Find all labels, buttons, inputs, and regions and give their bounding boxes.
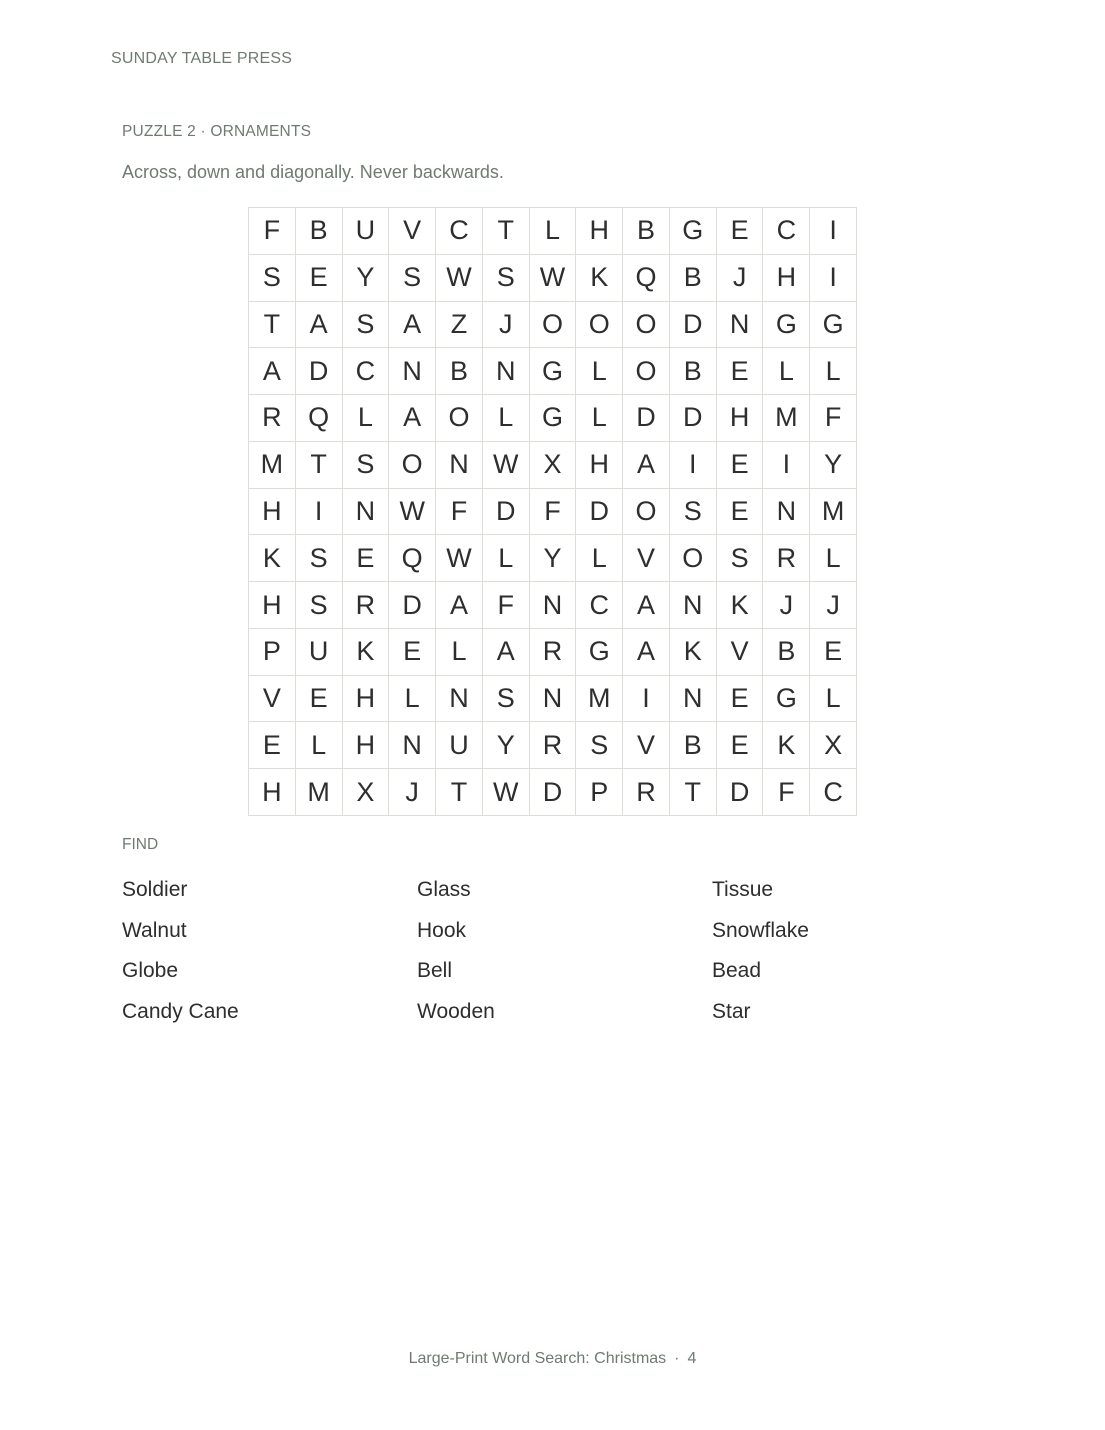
grid-cell[interactable]: D bbox=[717, 769, 764, 816]
grid-cell[interactable]: B bbox=[436, 348, 483, 395]
grid-cell[interactable]: Q bbox=[389, 535, 436, 582]
grid-cell[interactable]: S bbox=[389, 255, 436, 302]
grid-cell[interactable]: P bbox=[576, 769, 623, 816]
grid-cell[interactable]: Y bbox=[343, 255, 390, 302]
grid-cell[interactable]: D bbox=[389, 582, 436, 629]
grid-cell[interactable]: H bbox=[249, 582, 296, 629]
find-word: Globe bbox=[122, 959, 179, 983]
grid-cell[interactable]: A bbox=[436, 582, 483, 629]
grid-cell[interactable]: W bbox=[389, 489, 436, 536]
grid-cell[interactable]: O bbox=[436, 395, 483, 442]
grid-cell[interactable]: C bbox=[576, 582, 623, 629]
grid-cell[interactable]: L bbox=[389, 676, 436, 723]
publisher-name: SUNDAY TABLE PRESS bbox=[111, 50, 293, 67]
grid-cell[interactable]: C bbox=[810, 769, 857, 816]
grid-cell[interactable]: V bbox=[249, 676, 296, 723]
grid-cell[interactable]: L bbox=[483, 395, 530, 442]
grid-cell[interactable]: N bbox=[436, 442, 483, 489]
grid-cell[interactable]: R bbox=[343, 582, 390, 629]
grid-cell[interactable]: B bbox=[670, 722, 717, 769]
grid-cell[interactable]: W bbox=[530, 255, 577, 302]
grid-cell[interactable]: M bbox=[810, 489, 857, 536]
page-footer bbox=[0, 1350, 1105, 1368]
grid-cell[interactable]: G bbox=[763, 302, 810, 349]
page-number: 4 bbox=[687, 1350, 697, 1367]
grid-cell[interactable]: V bbox=[717, 629, 764, 676]
book-title: Large-Print Word Search: Christmas bbox=[408, 1350, 667, 1367]
grid-cell[interactable]: W bbox=[483, 769, 530, 816]
grid-cell[interactable]: S bbox=[296, 582, 343, 629]
grid-cell[interactable]: O bbox=[670, 535, 717, 582]
grid-cell[interactable]: E bbox=[810, 629, 857, 676]
grid-cell[interactable]: O bbox=[623, 489, 670, 536]
grid-cell[interactable]: V bbox=[389, 208, 436, 255]
grid-cell[interactable]: I bbox=[296, 489, 343, 536]
grid-cell[interactable]: V bbox=[623, 535, 670, 582]
grid-cell[interactable]: G bbox=[763, 676, 810, 723]
grid-cell[interactable]: H bbox=[343, 676, 390, 723]
grid-cell[interactable]: P bbox=[249, 629, 296, 676]
grid-cell[interactable]: D bbox=[576, 489, 623, 536]
grid-cell[interactable]: S bbox=[717, 535, 764, 582]
grid-cell[interactable]: L bbox=[810, 676, 857, 723]
grid-cell[interactable]: H bbox=[763, 255, 810, 302]
grid-cell[interactable]: N bbox=[670, 582, 717, 629]
grid-cell[interactable]: N bbox=[670, 676, 717, 723]
grid-cell[interactable]: I bbox=[763, 442, 810, 489]
grid-cell[interactable]: X bbox=[810, 722, 857, 769]
find-word: Bell bbox=[417, 959, 453, 983]
grid-cell[interactable]: J bbox=[810, 582, 857, 629]
find-heading: FIND bbox=[122, 836, 159, 853]
grid-cell[interactable]: T bbox=[483, 208, 530, 255]
grid-cell[interactable]: E bbox=[296, 676, 343, 723]
grid-cell[interactable]: J bbox=[483, 302, 530, 349]
grid-cell[interactable]: I bbox=[810, 208, 857, 255]
grid-cell[interactable]: S bbox=[343, 302, 390, 349]
find-word: Walnut bbox=[122, 918, 187, 942]
grid-cell[interactable]: F bbox=[530, 489, 577, 536]
grid-cell[interactable]: E bbox=[296, 255, 343, 302]
grid-cell[interactable]: O bbox=[389, 442, 436, 489]
grid-cell[interactable]: N bbox=[343, 489, 390, 536]
grid-cell[interactable]: I bbox=[810, 255, 857, 302]
grid-cell[interactable]: B bbox=[763, 629, 810, 676]
grid-cell[interactable]: E bbox=[249, 722, 296, 769]
grid-cell[interactable]: M bbox=[249, 442, 296, 489]
grid-cell[interactable]: B bbox=[623, 208, 670, 255]
grid-cell[interactable]: K bbox=[343, 629, 390, 676]
grid-cell[interactable]: O bbox=[576, 302, 623, 349]
grid-cell[interactable]: Z bbox=[436, 302, 483, 349]
grid-cell[interactable]: R bbox=[623, 769, 670, 816]
grid-cell[interactable]: W bbox=[483, 442, 530, 489]
grid-cell[interactable]: N bbox=[530, 676, 577, 723]
grid-cell[interactable]: S bbox=[576, 722, 623, 769]
grid-cell[interactable]: F bbox=[483, 582, 530, 629]
grid-cell[interactable]: F bbox=[249, 208, 296, 255]
find-word: Snowflake bbox=[712, 918, 809, 942]
grid-cell[interactable]: U bbox=[436, 722, 483, 769]
grid-cell[interactable]: A bbox=[483, 629, 530, 676]
grid-cell[interactable]: M bbox=[576, 676, 623, 723]
grid-cell[interactable]: W bbox=[436, 255, 483, 302]
grid-cell[interactable]: I bbox=[670, 442, 717, 489]
grid-cell[interactable]: E bbox=[717, 676, 764, 723]
grid-cell[interactable]: B bbox=[670, 255, 717, 302]
grid-cell[interactable]: S bbox=[296, 535, 343, 582]
grid-cell[interactable]: F bbox=[810, 395, 857, 442]
grid-cell[interactable]: R bbox=[249, 395, 296, 442]
grid-cell[interactable]: S bbox=[343, 442, 390, 489]
grid-cell[interactable]: L bbox=[810, 535, 857, 582]
grid-cell[interactable]: T bbox=[670, 769, 717, 816]
grid-cell[interactable]: N bbox=[389, 348, 436, 395]
grid-cell[interactable]: L bbox=[296, 722, 343, 769]
puzzle-title: PUZZLE 2 · ORNAMENTS bbox=[122, 123, 312, 140]
grid-cell[interactable]: Y bbox=[483, 722, 530, 769]
grid-cell[interactable]: M bbox=[763, 395, 810, 442]
grid-cell[interactable]: K bbox=[249, 535, 296, 582]
grid-cell[interactable]: R bbox=[763, 535, 810, 582]
grid-cell[interactable]: D bbox=[670, 302, 717, 349]
grid-cell[interactable]: U bbox=[296, 629, 343, 676]
grid-cell[interactable]: D bbox=[670, 395, 717, 442]
grid-cell[interactable]: A bbox=[389, 395, 436, 442]
grid-cell[interactable]: R bbox=[530, 722, 577, 769]
grid-cell[interactable]: S bbox=[249, 255, 296, 302]
grid-cell[interactable]: R bbox=[530, 629, 577, 676]
grid-cell[interactable]: T bbox=[436, 769, 483, 816]
grid-cell[interactable]: N bbox=[717, 302, 764, 349]
grid-cell[interactable]: D bbox=[623, 395, 670, 442]
grid-cell[interactable]: I bbox=[623, 676, 670, 723]
grid-cell[interactable]: H bbox=[576, 442, 623, 489]
grid-cell[interactable]: G bbox=[810, 302, 857, 349]
grid-cell[interactable]: N bbox=[483, 348, 530, 395]
grid-cell[interactable]: G bbox=[576, 629, 623, 676]
grid-cell[interactable]: L bbox=[576, 395, 623, 442]
grid-cell[interactable]: F bbox=[763, 769, 810, 816]
grid-cell[interactable]: A bbox=[249, 348, 296, 395]
grid-cell[interactable]: A bbox=[623, 442, 670, 489]
grid-cell[interactable]: O bbox=[623, 302, 670, 349]
grid-cell[interactable]: B bbox=[296, 208, 343, 255]
grid-cell[interactable]: L bbox=[530, 208, 577, 255]
grid-cell[interactable]: G bbox=[530, 395, 577, 442]
grid-cell[interactable]: O bbox=[530, 302, 577, 349]
grid-cell[interactable]: L bbox=[810, 348, 857, 395]
grid-cell[interactable]: H bbox=[576, 208, 623, 255]
grid-cell[interactable]: N bbox=[530, 582, 577, 629]
grid-cell[interactable]: T bbox=[296, 442, 343, 489]
grid-cell[interactable]: E bbox=[717, 489, 764, 536]
find-word: Star bbox=[712, 1000, 751, 1024]
grid-cell[interactable]: E bbox=[389, 629, 436, 676]
grid-cell[interactable]: J bbox=[717, 255, 764, 302]
grid-cell[interactable]: L bbox=[436, 629, 483, 676]
grid-cell[interactable]: C bbox=[343, 348, 390, 395]
find-word: Bead bbox=[712, 959, 762, 983]
grid-cell[interactable]: A bbox=[623, 582, 670, 629]
grid-cell[interactable]: K bbox=[763, 722, 810, 769]
grid-cell[interactable]: X bbox=[530, 442, 577, 489]
grid-cell[interactable]: L bbox=[483, 535, 530, 582]
grid-cell[interactable]: H bbox=[717, 395, 764, 442]
grid-cell[interactable]: Y bbox=[810, 442, 857, 489]
grid-cell[interactable]: O bbox=[623, 348, 670, 395]
word-search-grid bbox=[248, 207, 857, 816]
grid-cell[interactable]: T bbox=[249, 302, 296, 349]
grid-cell[interactable]: M bbox=[296, 769, 343, 816]
grid-cell[interactable]: H bbox=[249, 769, 296, 816]
grid-cell[interactable]: Y bbox=[530, 535, 577, 582]
grid-cell[interactable]: H bbox=[249, 489, 296, 536]
puzzle-instructions: Across, down and diagonally. Never backwards. bbox=[122, 162, 504, 182]
grid-cell[interactable]: D bbox=[483, 489, 530, 536]
grid-cell[interactable]: C bbox=[436, 208, 483, 255]
grid-cell[interactable]: S bbox=[670, 489, 717, 536]
grid-cell[interactable]: E bbox=[717, 442, 764, 489]
find-word: Tissue bbox=[712, 878, 774, 901]
grid-cell[interactable]: E bbox=[717, 208, 764, 255]
find-word: Soldier bbox=[122, 878, 188, 901]
grid-cell[interactable]: N bbox=[389, 722, 436, 769]
grid-cell[interactable]: N bbox=[763, 489, 810, 536]
grid-cell[interactable]: L bbox=[576, 535, 623, 582]
grid-cell[interactable]: L bbox=[343, 395, 390, 442]
footer-separator: · bbox=[674, 1350, 680, 1367]
grid-cell[interactable]: G bbox=[530, 348, 577, 395]
grid-cell[interactable]: D bbox=[530, 769, 577, 816]
grid-cell[interactable]: H bbox=[343, 722, 390, 769]
grid-cell[interactable]: S bbox=[483, 676, 530, 723]
grid-cell[interactable]: D bbox=[296, 348, 343, 395]
grid-cell[interactable]: U bbox=[343, 208, 390, 255]
grid-cell[interactable]: E bbox=[343, 535, 390, 582]
grid-cell[interactable]: A bbox=[296, 302, 343, 349]
word-list bbox=[122, 878, 1022, 1041]
grid-cell[interactable]: A bbox=[623, 629, 670, 676]
grid-cell[interactable]: F bbox=[436, 489, 483, 536]
grid-cell[interactable]: Q bbox=[623, 255, 670, 302]
grid-cell[interactable]: J bbox=[389, 769, 436, 816]
grid-cell[interactable]: N bbox=[436, 676, 483, 723]
find-word: Candy Cane bbox=[122, 1000, 239, 1024]
grid-cell[interactable]: S bbox=[483, 255, 530, 302]
grid-cell[interactable]: L bbox=[576, 348, 623, 395]
grid-cell[interactable]: L bbox=[763, 348, 810, 395]
find-word: Hook bbox=[417, 918, 467, 942]
find-word: Glass bbox=[417, 878, 471, 901]
grid-cell[interactable]: A bbox=[389, 302, 436, 349]
grid-cell[interactable]: K bbox=[717, 582, 764, 629]
find-word: Wooden bbox=[417, 1000, 495, 1024]
grid-cell[interactable]: E bbox=[717, 348, 764, 395]
grid-cell[interactable]: B bbox=[670, 348, 717, 395]
grid-cell[interactable]: W bbox=[436, 535, 483, 582]
grid-cell[interactable]: Q bbox=[296, 395, 343, 442]
grid-cell[interactable]: C bbox=[763, 208, 810, 255]
grid-cell[interactable]: V bbox=[623, 722, 670, 769]
grid-cell[interactable]: J bbox=[763, 582, 810, 629]
grid-cell[interactable]: K bbox=[576, 255, 623, 302]
grid-cell[interactable]: K bbox=[670, 629, 717, 676]
grid-cell[interactable]: G bbox=[670, 208, 717, 255]
grid-cell[interactable]: X bbox=[343, 769, 390, 816]
grid-cell[interactable]: E bbox=[717, 722, 764, 769]
